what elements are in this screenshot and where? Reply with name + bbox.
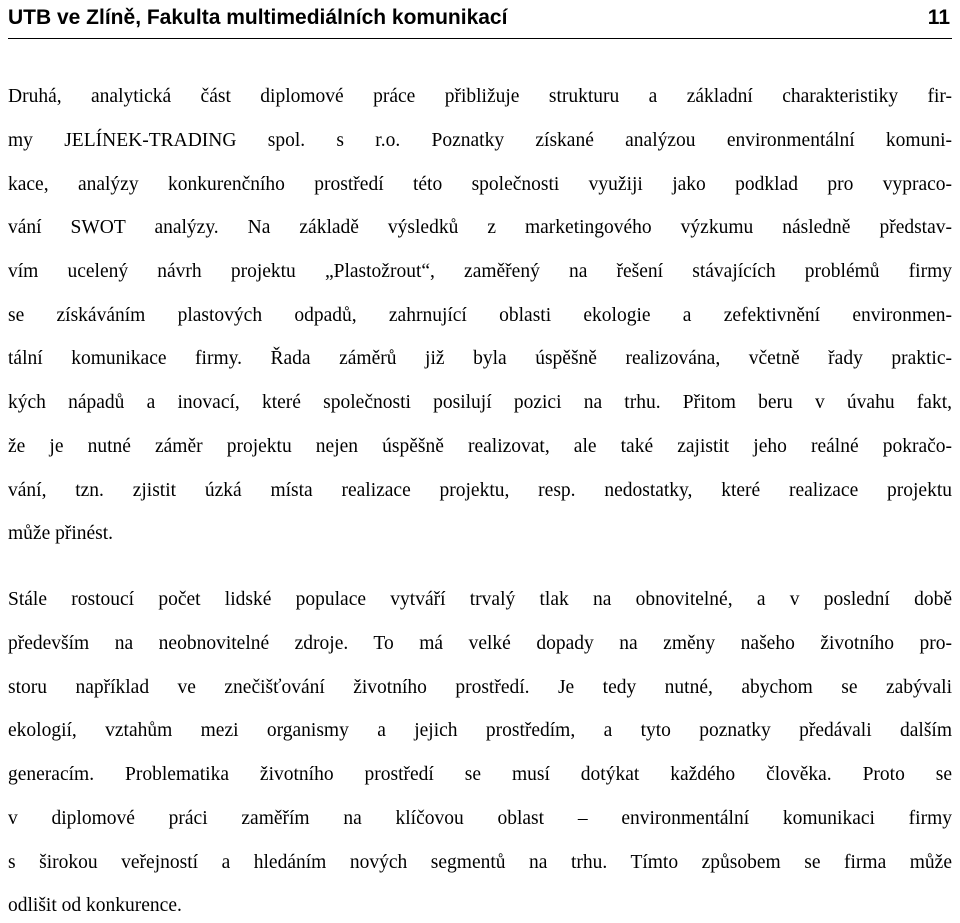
- text-line: kých nápadů a inovací, které společnosti posilují pozici na trhu. Přitom beru v úvahu fakt,: [8, 392, 952, 413]
- text-line: Stále rostoucí počet lidské populace vytváří trvalý tlak na obnovitelné, a v poslední době: [8, 589, 952, 610]
- text-line: Druhá, analytická část diplomové práce přibližuje strukturu a základní charakteristiky fir-: [8, 86, 952, 107]
- text-line: může přinést.: [8, 523, 114, 544]
- text-line: tální komunikace firmy. Řada záměrů již byla úspěšně realizována, včetně řady praktic-: [8, 348, 952, 369]
- text-line: že je nutné záměr projektu nejen úspěšně realizovat, ale také zajistit jeho reálné pokračo-: [8, 436, 952, 457]
- text-line: generacím. Problematika životního prostředí se musí dotýkat každého člověka. Proto se: [8, 764, 952, 785]
- text-line: ekologií, vztahům mezi organismy a jejich prostředím, a tyto poznatky předávali dalším: [8, 720, 952, 741]
- text-line: především na neobnovitelné zdroje. To má velké dopady na změny našeho životního pro-: [8, 633, 952, 654]
- text-line: vání, tzn. zjistit úzká místa realizace projektu, resp. nedostatky, které realizace projektu: [8, 480, 952, 501]
- text-line: vání SWOT analýzy. Na základě výsledků z marketingového výzkumu následně představ-: [8, 217, 952, 238]
- header-title: UTB ve Zlíně, Fakulta multimediálních komunikací: [8, 6, 508, 29]
- page-number: 11: [927, 6, 950, 29]
- text-line: v diplomové práci zaměřím na klíčovou oblast – environmentální komunikaci firmy: [8, 808, 952, 829]
- page-header: [8, 0, 952, 39]
- text-line: my JELÍNEK-TRADING spol. s r.o. Poznatky získané analýzou environmentální komuni-: [8, 130, 952, 151]
- text-line: vím ucelený návrh projektu „Plastožrout“, zaměřený na řešení stávajících problémů firmy: [8, 261, 952, 282]
- text-line: odlišit od konkurence.: [8, 895, 182, 916]
- text-line: se získáváním plastových odpadů, zahrnující oblasti ekologie a zefektivnění environmen-: [8, 305, 952, 326]
- text-line: storu například ve znečišťování životního prostředí. Je tedy nutné, abychom se zabývali: [8, 677, 952, 698]
- text-line: kace, analýzy konkurenčního prostředí této společnosti využiji jako podklad pro vypraco-: [8, 174, 952, 195]
- text-line: s širokou veřejností a hledáním nových segmentů na trhu. Tímto způsobem se firma může: [8, 852, 952, 873]
